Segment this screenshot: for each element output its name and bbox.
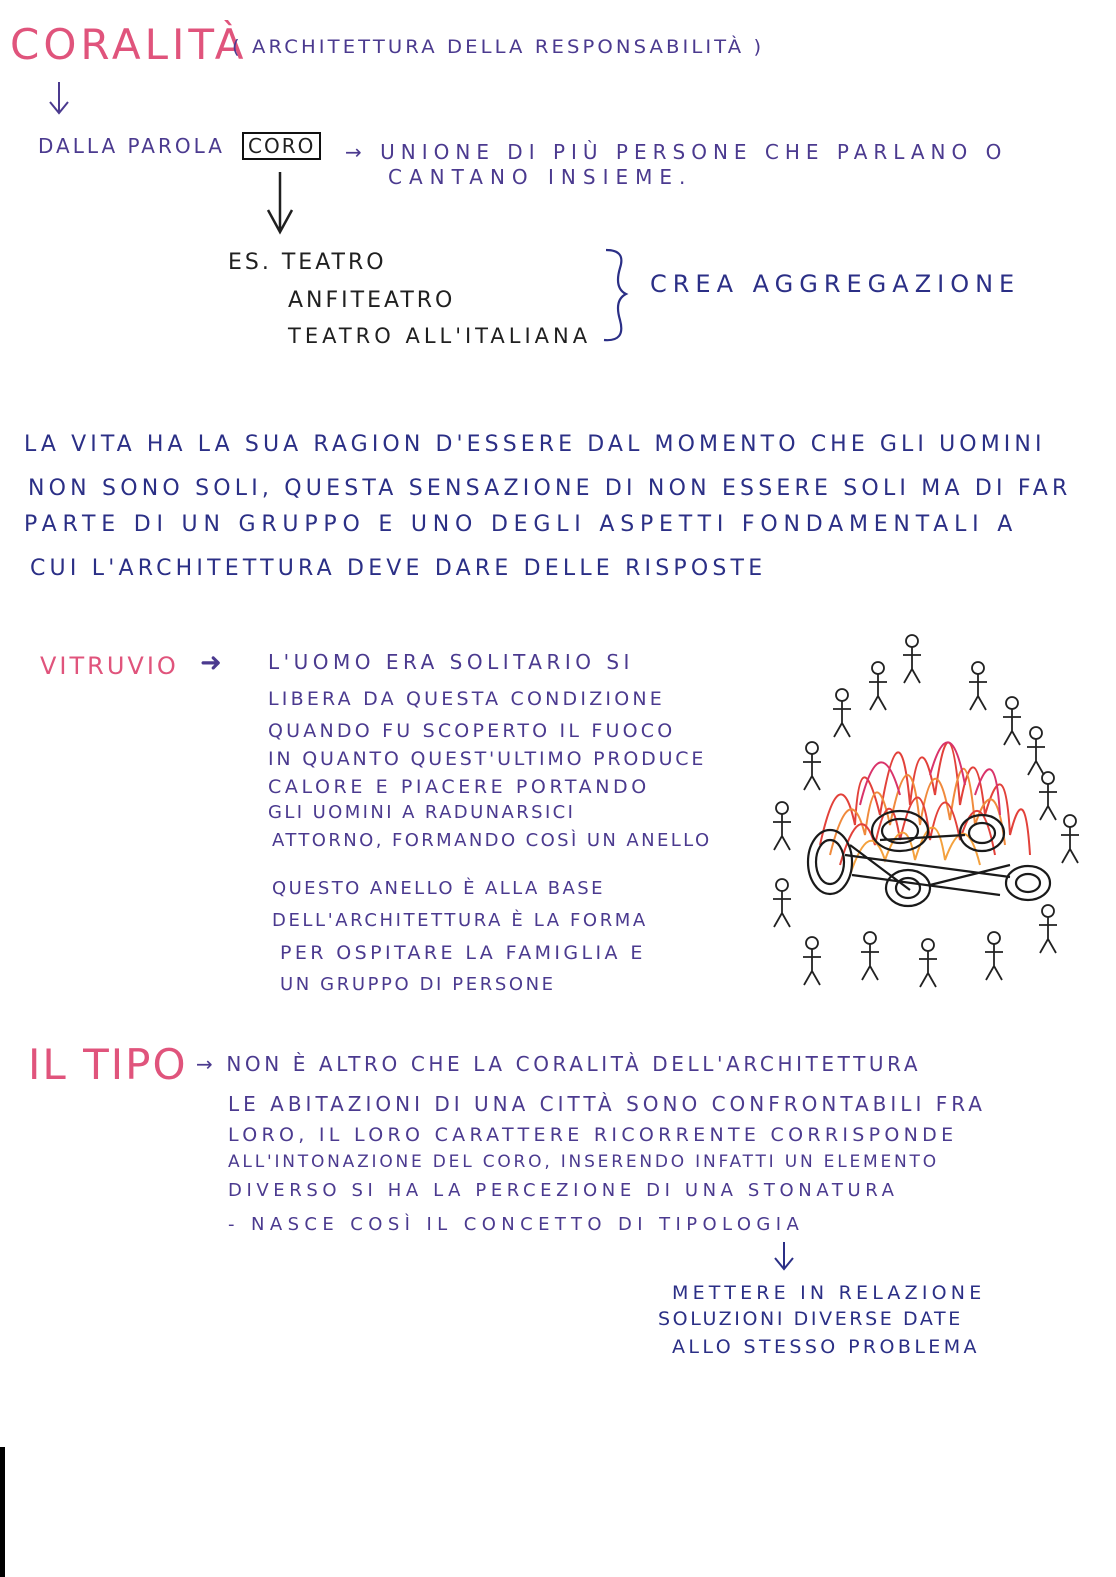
down-arrow-icon [45, 80, 75, 120]
tipo-line: DIVERSO SI HA LA PERCEZIONE DI UNA STONATURA [228, 1180, 899, 1201]
stick-figure-icon [985, 932, 1003, 980]
tipo-conclusion-line: ALLO STESSO PROBLEMA [672, 1336, 980, 1358]
tipo-line: → NON È ALTRO CHE LA CORALITÀ DELL'ARCHITETTURA [196, 1052, 922, 1076]
campfire-illustration [760, 625, 1090, 1005]
stick-figure-icon [773, 802, 791, 850]
stick-figure-icon [1039, 905, 1057, 953]
stick-figure-icon [803, 742, 821, 790]
stick-figure-icon [1003, 697, 1021, 745]
stick-figure-icon [919, 939, 937, 987]
vitruvio-line: PER OSPITARE LA FAMIGLIA E [280, 942, 646, 964]
stick-figure-icon [1061, 815, 1079, 863]
stick-figure-icon [903, 635, 921, 683]
down-arrow-icon [262, 170, 302, 240]
tipo-line: LORO, IL LORO CARATTERE RICORRENTE CORRISPONDE [228, 1124, 958, 1146]
intro-boxed-word: CORO [242, 132, 321, 160]
tipo-line: LE ABITAZIONI DI UNA CITTÀ SONO CONFRONTABILI FRA [228, 1092, 986, 1116]
intro-definition-line-2: CANTANO INSIEME. [388, 165, 693, 189]
stick-figure-icon [803, 937, 821, 985]
paragraph-line: LA VITA HA LA SUA RAGION D'ESSERE DAL MOMENTO CHE GLI UOMINI [24, 432, 1046, 457]
tipo-label: IL TIPO [28, 1040, 188, 1089]
stick-figure-icon [833, 689, 851, 737]
vitruvio-line: LIBERA DA QUESTA CONDIZIONE [268, 688, 665, 710]
tipo-line: ALL'INTONAZIONE DEL CORO, INSERENDO INFATTI UN ELEMENTO [228, 1152, 939, 1172]
fire-logs [808, 811, 1050, 906]
intro-definition-line-1: → UNIONE DI PIÙ PERSONE CHE PARLANO O [345, 140, 1008, 164]
vitruvio-line: ATTORNO, FORMANDO COSÌ UN ANELLO [272, 830, 712, 851]
examples-result: CREA AGGREGAZIONE [650, 270, 1021, 298]
scan-edge-mark [0, 1447, 5, 1577]
tipo-line: - NASCE COSÌ IL CONCETTO DI TIPOLOGIA [228, 1214, 805, 1235]
down-arrow-icon [770, 1240, 800, 1276]
stick-figure-icon [869, 662, 887, 710]
vitruvio-line: L'UOMO ERA SOLITARIO SI [268, 650, 634, 674]
example-item: ANFITEATRO [288, 288, 456, 313]
example-item: ES. TEATRO [228, 250, 387, 275]
vitruvio-label: VITRUVIO [40, 652, 179, 680]
vitruvio-arrow-icon: ➜ [200, 648, 222, 678]
vitruvio-line: DELL'ARCHITETTURA È LA FORMA [272, 910, 648, 931]
paragraph-line: CUI L'ARCHITETTURA DEVE DARE DELLE RISPOSTE [30, 556, 767, 581]
vitruvio-line: QUESTO ANELLO È ALLA BASE [272, 878, 605, 899]
stick-figure-icon [969, 662, 987, 710]
paragraph-line: NON SONO SOLI, QUESTA SENSAZIONE DI NON ESSERE SOLI MA DI FAR [28, 476, 1072, 501]
vitruvio-line: CALORE E PIACERE PORTANDO [268, 776, 650, 798]
paragraph-line: PARTE DI UN GRUPPO E UNO DEGLI ASPETTI FONDAMENTALI A [24, 512, 1019, 537]
tipo-conclusion-line: METTERE IN RELAZIONE [672, 1282, 986, 1304]
intro-prefix: DALLA PAROLA [38, 134, 225, 158]
stick-figure-icon [773, 879, 791, 927]
curly-brace-icon [596, 248, 636, 344]
title-main: CORALITÀ [10, 20, 248, 69]
vitruvio-line: QUANDO FU SCOPERTO IL FUOCO [268, 720, 676, 742]
example-item: TEATRO ALL'ITALIANA [288, 324, 592, 348]
vitruvio-line: IN QUANTO QUEST'ULTIMO PRODUCE [268, 748, 707, 770]
vitruvio-line: GLI UOMINI A RADUNARSICI [268, 802, 576, 823]
tipo-conclusion-line: SOLUZIONI DIVERSE DATE [658, 1308, 963, 1330]
stick-figure-icon [1039, 772, 1057, 820]
title-sub: ( ARCHITETTURA DELLA RESPONSABILITÀ ) [232, 36, 765, 58]
stick-figure-icon [1027, 727, 1045, 775]
stick-figure-icon [861, 932, 879, 980]
vitruvio-line: UN GRUPPO DI PERSONE [280, 974, 556, 995]
